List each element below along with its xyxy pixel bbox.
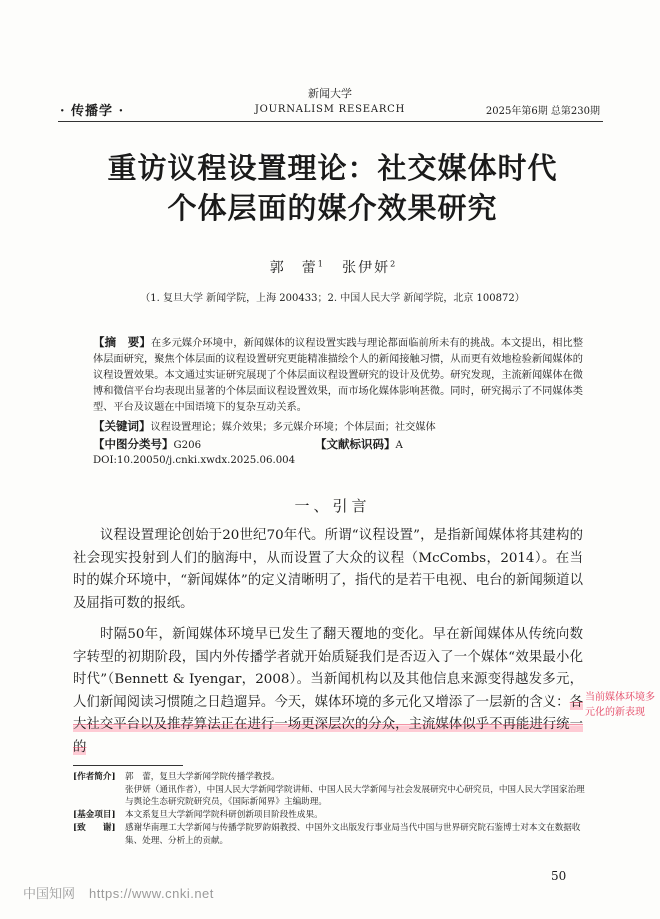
- footnote-author: [73, 771, 593, 809]
- footnote-thanks-label: [致 谢]: [73, 823, 116, 833]
- abstract-text: 在多元媒介环境中，新闻媒体的议程设置实践与理论都面临前所未有的挑战。本文提出，相比整体层面研究，聚焦个体层面的议程设置研究更能精准描绘个人的新闻接触习惯，从而更有效地检验新闻媒体的议程设置效果。本文通过实证研究展现了个体层面议程设置研究的设计及优势。研究发现，主流新闻媒体在微博和微信平台均表现出显著的个体层面议程设置效果，而市场化媒体影响甚微。同时，研究揭示了不同媒体类型、平台及议题在中国语境下的复杂互动关系。: [93, 338, 584, 413]
- title-line-2: 个体层面的媒介效果研究: [167, 191, 498, 225]
- clc-label: 【中图分类号】: [93, 437, 174, 451]
- section-heading: 一、引言: [294, 497, 371, 515]
- author-1: 郭 蕾: [269, 260, 318, 276]
- keywords: [93, 418, 583, 436]
- cnki-watermark: [23, 883, 214, 902]
- classification: [93, 436, 583, 454]
- footnote-fund-label: [基金项目]: [73, 810, 116, 820]
- issue-info: 2025年第6期 总第230期: [485, 106, 600, 117]
- footnote-fund-text: 本文系复旦大学新闻学院科研创新项目阶段性成果。: [125, 810, 323, 820]
- journal-name-en: JOURNALISM RESEARCH: [254, 104, 406, 115]
- doc-code: [315, 436, 403, 454]
- header-divider: [58, 121, 603, 122]
- abstract: [93, 334, 583, 416]
- footnote-author-label: [作者简介]: [73, 772, 116, 782]
- authors: [60, 257, 605, 277]
- journal-name-cn: 新闻大学: [308, 87, 352, 100]
- affiliations: （1. 复旦大学 新闻学院，上海 200433；2. 中国人民大学 新闻学院，北京 100872）: [140, 293, 525, 304]
- highlighted-text: 各大社交平台以及推荐算法正在进行一场更深层次的分众，主流媒体似乎不再能进行统一的: [73, 694, 583, 755]
- page-number: 50: [551, 869, 567, 883]
- title-line-1: 重访议程设置理论：社交媒体时代: [107, 151, 558, 185]
- footnote-divider: [73, 765, 183, 766]
- footnote-thanks: [73, 822, 593, 847]
- keywords-label: 【关键词】: [93, 419, 151, 433]
- watermark-url: https://www.cnki.net: [89, 886, 214, 901]
- doi: DOI:10.20050/j.cnki.xwdx.2025.06.004: [93, 455, 296, 466]
- paragraph-2-text: 时隔50年，新闻媒体环境早已发生了翻天覆地的变化。早在新闻媒体从传统向数字转型的初期阶段，国内外传播学者就开始质疑我们是否迈入了一个媒体“效果最小化时代”（Bennett & Iyengar，2008）。当新闻机构以及其他信息来源变得越发多元，人们新闻阅读习惯随之日趋遛异。今天，媒体环境的多元化又增添了一层新的含义：: [73, 627, 583, 710]
- section-label: · 传播学 ·: [60, 104, 125, 119]
- keywords-text: 议程设置理论；媒介效果；多元媒介环境；个体层面；社交媒体: [150, 422, 436, 433]
- author-2: 张伊妍: [342, 260, 391, 276]
- footnote-author-text-2: 张伊妍（通讯作者），中国人民大学新闻学院讲师、中国人民大学新闻与社会发展研究中心研究员，中国人民大学国家治理与舆论生态研究院研究员，《国际新闻界》主编助理。: [125, 784, 585, 807]
- body-paragraph-2: [73, 624, 583, 760]
- author-1-sup: 1: [317, 259, 323, 269]
- article-title: [60, 148, 605, 228]
- footnote-fund: [73, 809, 593, 822]
- footnote-thanks-text: 感谢华南理工大学新闻与传播学院罗韵娟教授、中国外文出版发行事业局当代中国与世界研究院石鉴博士对本文在数据收集、处理、分析上的贡献。: [125, 823, 581, 846]
- watermark-brand: 中国知网: [23, 887, 76, 902]
- clc-value: G206: [173, 440, 202, 451]
- doc-label: 【文献标识码】: [315, 437, 396, 451]
- journal-name: [230, 86, 430, 118]
- footnote-author-text-1: 郭 蕾，复旦大学新闻学院传播学教授。: [125, 772, 280, 782]
- abstract-label: 【摘 要】: [93, 335, 152, 349]
- body-paragraph-1: 议程设置理论创始于20世纪70年代。所谓“议程设置”，是指新闻媒体将其建构的社会现实投射到人们的脑海中，从而设置了大众的议程（McCombs，2014）。在当时的媒介环境中，“新闻媒体”的定义清晰明了，指代的是若干电视、电台的新闻频道以及屈指可数的报纸。: [73, 528, 583, 611]
- doc-value: A: [395, 440, 403, 451]
- margin-annotation: 当前媒体环境多元化的新表现: [585, 692, 655, 718]
- author-2-sup: 2: [390, 259, 396, 269]
